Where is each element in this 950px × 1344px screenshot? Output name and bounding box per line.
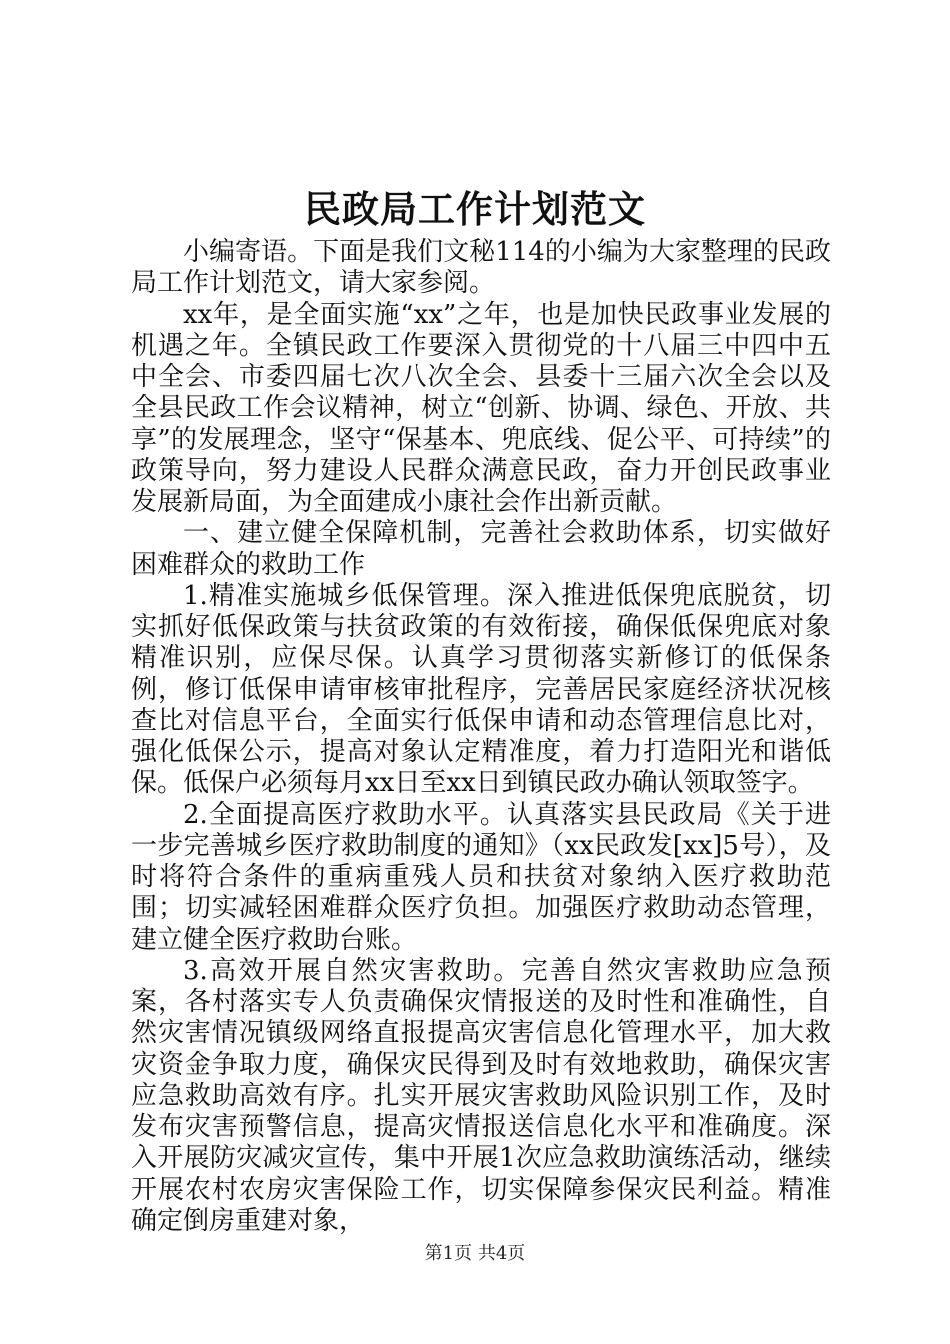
item-paragraph-3: 3.高效开展自然灾害救助。完善自然灾害救助应急预案，各村落实专人负责确保灾情报送的及时性和准确性，自然灾害情况镇级网络直报提高灾害信息化管理水平，加大救灾资金争取力度，确保灾民得到及时有效地救助，确保灾害应急救助高效有序。扎实开展灾害救助风险识别工作，及时发布灾害预警信息，提高灾情报送信息化水平和准确度。深入开展防灾减灾宣传，集中开展1次应急救助演练活动，继续开展农村农房灾害保险工作，切实保障参保灾民利益。精准确定倒房重建对象， — [131, 955, 831, 1236]
overview-paragraph: xx年，是全面实施“xx”之年，也是加快民政事业发展的机遇之年。全镇民政工作要深入贯彻党的十八届三中四中五中全会、市委四届七次八次全会、县委十三届六次全会以及全县民政工作会议精神，树立“创新、协调、绿色、开放、共享”的发展理念，坚守“保基本、兜底线、促公平、可持续”的政策导向，努力建设人民群众满意民政，奋力开创民政事业发展新局面，为全面建成小康社会作出新贡献。 — [131, 299, 831, 517]
intro-paragraph: 小编寄语。下面是我们文秘114的小编为大家整理的民政局工作计划范文，请大家参阅。 — [131, 237, 831, 299]
item-paragraph-2: 2.全面提高医疗救助水平。认真落实县民政局《关于进一步完善城乡医疗救助制度的通知》（xx民政发[xx]5号），及时将符合条件的重病重残人员和扶贫对象纳入医疗救助范围；切实减轻困难群众医疗负担。加强医疗救助动态管理，建立健全医疗救助台账。 — [131, 799, 831, 955]
section-heading-1: 一、建立健全保障机制，完善社会救助体系，切实做好困难群众的救助工作 — [131, 518, 831, 580]
item-paragraph-1: 1.精准实施城乡低保管理。深入推进低保兜底脱贫，切实抓好低保政策与扶贫政策的有效衔接，确保低保兜底对象精准识别，应保尽保。认真学习贯彻落实新修订的低保条例，修订低保申请审核审批程序，完善居民家庭经济状况核查比对信息平台，全面实行低保申请和动态管理信息比对，强化低保公示，提高对象认定精准度，着力打造阳光和谐低保。低保户必须每月xx日至xx日到镇民政办确认领取签字。 — [131, 580, 831, 799]
page-footer: 第1页 共4页 — [424, 1243, 526, 1264]
document-body — [131, 237, 831, 1237]
document-title: 民政局工作计划范文 — [304, 187, 646, 231]
